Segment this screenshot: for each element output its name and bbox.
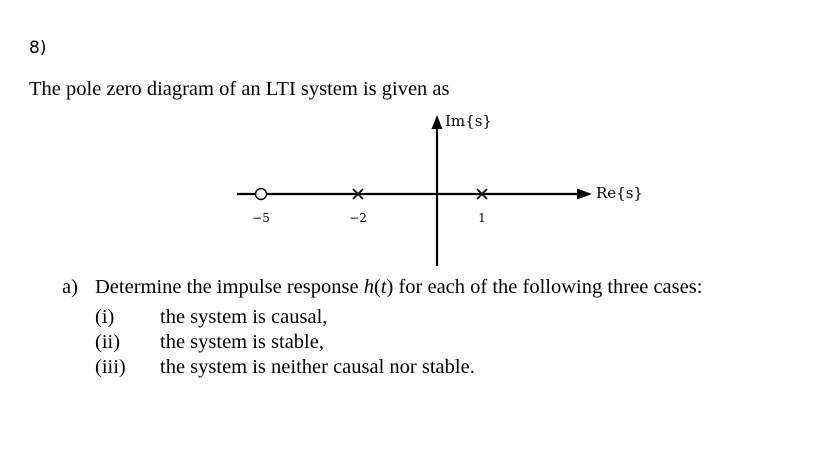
imag-axis-label: Im{s}	[445, 112, 492, 130]
time-variable: t	[380, 276, 387, 298]
pole-tick-label: −2	[349, 211, 367, 225]
imag-axis-arrowhead	[432, 115, 443, 129]
question-intro: The pole zero diagram of an LTI system is given as	[29, 78, 450, 100]
case-text: the system is causal,	[160, 306, 328, 328]
real-axis-label: Re{s}	[596, 184, 643, 202]
pole-tick-label: 1	[478, 211, 486, 225]
case-number: (i)	[95, 306, 115, 328]
real-axis-arrowhead	[577, 189, 592, 200]
zero-tick-label: −5	[252, 211, 270, 225]
part-a-letter: a)	[62, 276, 78, 298]
part-a-prompt: a) Determine the impulse response h(t) for each of the following three cases:	[62, 276, 703, 298]
case-text: the system is stable,	[160, 331, 324, 353]
part-a-text-after: for each of the following three cases:	[393, 276, 703, 298]
case-text: the system is neither causal nor stable.	[160, 356, 475, 378]
part-a-text-before: Determine the impulse response	[95, 276, 364, 298]
zero-marker	[256, 189, 267, 200]
impulse-response-symbol: h	[363, 276, 374, 298]
question-number: 8)	[29, 38, 47, 58]
case-number: (iii)	[95, 356, 126, 378]
case-number: (ii)	[95, 331, 121, 353]
